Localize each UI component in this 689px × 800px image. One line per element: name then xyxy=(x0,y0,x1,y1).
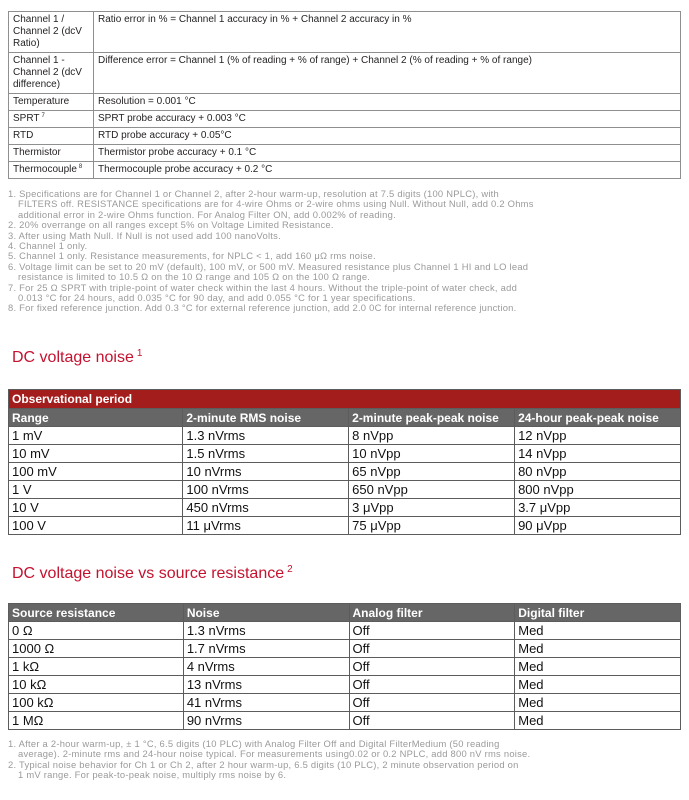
footnote-line: 3. After using Math Null. If Null is not used add 100 nanoVolts. xyxy=(8,229,281,241)
spec-label-cell xyxy=(9,111,94,128)
source-resistance-cell: Off xyxy=(349,640,515,658)
source-resistance-cell: 1.3 nVrms xyxy=(183,622,349,640)
noise-cell: 14 nVpp xyxy=(515,445,681,463)
table-row xyxy=(9,427,681,445)
source-resistance-cell: 10 kΩ xyxy=(9,676,184,694)
footnote-line: FILTERS off. RESISTANCE specifications are for 4-wire Ohms or 2-wire ohms using Null. Without Null, add 0.2 Ohms xyxy=(18,198,534,210)
spec-row xyxy=(9,94,681,111)
table-row xyxy=(9,694,681,712)
spec-row xyxy=(9,53,681,94)
dc-voltage-noise-title-footnote: 1 xyxy=(136,347,143,359)
footnote-line: 4. Channel 1 only. xyxy=(8,240,88,252)
spec-value: SPRT probe accuracy + 0.003 °C xyxy=(94,111,681,128)
source-resistance-title xyxy=(12,565,293,583)
noise-cell: 1 mV xyxy=(9,427,183,445)
spec-row xyxy=(9,128,681,145)
noise-cell: 65 nVpp xyxy=(349,463,515,481)
footnote-line: 8. For fixed reference junction. Add 0.3 °C for external reference junction, add 2.0 0C for internal reference junction. xyxy=(8,302,517,314)
footnotes-top xyxy=(8,189,678,314)
source-resistance-column-header: Analog filter xyxy=(349,604,515,622)
source-resistance-cell: Off xyxy=(349,694,515,712)
source-resistance-cell: Med xyxy=(515,658,681,676)
spec-row xyxy=(9,111,681,128)
spec-label-footnote: 7 xyxy=(41,112,45,119)
noise-cell: 90 μVpp xyxy=(515,517,681,535)
spec-value: Thermocouple probe accuracy + 0.2 °C xyxy=(94,162,681,179)
noise-cell: 100 V xyxy=(9,517,183,535)
source-resistance-cell: 90 nVrms xyxy=(183,712,349,730)
table-row xyxy=(9,658,681,676)
table-row xyxy=(9,463,681,481)
source-resistance-cell: Med xyxy=(515,640,681,658)
noise-column-header: 2-minute RMS noise xyxy=(183,409,349,427)
noise-cell: 80 nVpp xyxy=(515,463,681,481)
table-row xyxy=(9,517,681,535)
source-resistance-table-body xyxy=(9,622,681,730)
source-resistance-cell: Off xyxy=(349,712,515,730)
footnote-line: 2. 20% overrange on all ranges except 5% on Voltage Limited Resistance. xyxy=(8,219,334,231)
spec-label-cell xyxy=(9,53,94,94)
noise-cell: 800 nVpp xyxy=(515,481,681,499)
table-row xyxy=(9,640,681,658)
noise-cell: 12 nVpp xyxy=(515,427,681,445)
spec-label: Channel 1 - Channel 2 (dcV difference) xyxy=(13,55,82,90)
source-resistance-cell: Med xyxy=(515,622,681,640)
spec-row xyxy=(9,145,681,162)
source-resistance-cell: 1000 Ω xyxy=(9,640,184,658)
footnote-line: average). 2-minute rms and 24-hour noise typical. For measurements using0.02 or 0.2 NPLC, add 800 nV rms noise. xyxy=(18,748,531,760)
noise-table-header-row xyxy=(9,409,681,427)
noise-column-header: 24-hour peak-peak noise xyxy=(515,409,681,427)
spec-table-body xyxy=(9,12,681,179)
spec-row xyxy=(9,12,681,53)
dc-voltage-noise-title xyxy=(12,349,142,367)
table-row xyxy=(9,481,681,499)
spec-label-cell xyxy=(9,94,94,111)
noise-cell: 1.5 nVrms xyxy=(183,445,349,463)
table-row xyxy=(9,622,681,640)
footnote-line: 7. For 25 Ω SPRT with triple-point of water check within the last 4 hours. Without the triple-point of water check, add xyxy=(8,281,518,293)
noise-cell: 1.3 nVrms xyxy=(183,427,349,445)
noise-cell: 1 V xyxy=(9,481,183,499)
source-resistance-cell: 1.7 nVrms xyxy=(183,640,349,658)
noise-cell: 8 nVpp xyxy=(349,427,515,445)
source-resistance-table xyxy=(8,603,681,730)
source-resistance-cell: Off xyxy=(349,676,515,694)
footnote-line: 1. After a 2-hour warm-up, ± 1 °C, 6.5 digits (10 PLC) with Analog Filter Off and Digital FilterMedium (50 reading xyxy=(8,738,500,749)
spec-label-footnote: 8 xyxy=(78,163,83,170)
footnote-line: 2. Typical noise behavior for Ch 1 or Ch 2, after 2 hour warm-up, 6.5 digits (10 PLC), 2 minute observation period on xyxy=(8,758,519,770)
noise-cell: 11 μVrms xyxy=(183,517,349,535)
footnotes-bottom xyxy=(8,739,678,781)
footnote-line: 1 mV range. For peak-to-peak noise, multiply rms noise by 6. xyxy=(18,769,287,781)
spec-label-cell xyxy=(9,12,94,53)
noise-cell: 10 mV xyxy=(9,445,183,463)
source-resistance-header-row xyxy=(9,604,681,622)
dc-voltage-noise-table xyxy=(8,389,681,535)
footnote-line: 0.013 °C for 24 hours, add 0.035 °C for 90 day, and add 0.055 °C for 1 year specifications. xyxy=(18,292,416,304)
observational-period-row xyxy=(9,390,681,409)
spec-label: Thermocouple xyxy=(13,164,77,175)
spec-label: RTD xyxy=(13,130,34,141)
noise-cell: 10 nVrms xyxy=(183,463,349,481)
spec-label: Channel 1 / Channel 2 (dcV Ratio) xyxy=(13,14,82,49)
noise-cell: 3 μVpp xyxy=(349,499,515,517)
source-resistance-title-footnote: 2 xyxy=(287,563,293,575)
source-resistance-cell: 100 kΩ xyxy=(9,694,184,712)
dc-voltage-noise-title-text: DC voltage noise xyxy=(12,349,134,366)
spec-label-cell xyxy=(9,128,94,145)
source-resistance-cell: Off xyxy=(349,658,515,676)
spec-value: Difference error = Channel 1 (% of reading + % of range) + Channel 2 (% of reading + % of range) xyxy=(94,53,681,94)
table-row xyxy=(9,499,681,517)
spec-label-cell xyxy=(9,162,94,179)
footnote-line: 6. Voltage limit can be set to 20 mV (default), 100 mV, or 500 mV. Measured resistance plus Channel 1 HI and LO lead xyxy=(8,260,529,272)
spec-table xyxy=(8,11,681,179)
source-resistance-cell: 13 nVrms xyxy=(183,676,349,694)
spec-label: SPRT xyxy=(13,113,40,124)
spec-label-cell xyxy=(9,145,94,162)
source-resistance-cell: 4 nVrms xyxy=(183,658,349,676)
spec-label: Temperature xyxy=(13,96,70,107)
noise-cell: 100 mV xyxy=(9,463,183,481)
source-resistance-cell: Med xyxy=(515,676,681,694)
noise-column-header: 2-minute peak-peak noise xyxy=(349,409,515,427)
source-resistance-cell: Med xyxy=(515,694,681,712)
noise-cell: 75 μVpp xyxy=(349,517,515,535)
spec-row xyxy=(9,162,681,179)
noise-table-body xyxy=(9,427,681,535)
noise-cell: 650 nVpp xyxy=(349,481,515,499)
noise-cell: 3.7 μVpp xyxy=(515,499,681,517)
source-resistance-cell: 1 kΩ xyxy=(9,658,184,676)
table-row xyxy=(9,676,681,694)
noise-cell: 450 nVrms xyxy=(183,499,349,517)
source-resistance-column-header: Noise xyxy=(183,604,349,622)
spec-value: Thermistor probe accuracy + 0.1 °C xyxy=(94,145,681,162)
spec-value: Ratio error in % = Channel 1 accuracy in % + Channel 2 accuracy in % xyxy=(94,12,681,53)
observational-period-header: Observational period xyxy=(9,390,681,409)
noise-cell: 10 V xyxy=(9,499,183,517)
source-resistance-column-header: Source resistance xyxy=(9,604,184,622)
source-resistance-cell: 41 nVrms xyxy=(183,694,349,712)
noise-cell: 10 nVpp xyxy=(349,445,515,463)
table-row xyxy=(9,712,681,730)
source-resistance-cell: Off xyxy=(349,622,515,640)
spec-value: Resolution = 0.001 °C xyxy=(94,94,681,111)
footnote-line: 5. Channel 1 only. Resistance measurements, for NPLC < 1, add 160 μΩ rms noise. xyxy=(8,250,376,262)
source-resistance-cell: 0 Ω xyxy=(9,622,184,640)
table-row xyxy=(9,445,681,463)
source-resistance-title-text: DC voltage noise vs source resistance xyxy=(12,565,285,582)
spec-label: Thermistor xyxy=(13,147,61,158)
footnote-line: resistance is limited to 10.5 Ω on the 10 Ω range and 105 Ω on the 100 Ω range. xyxy=(18,271,371,283)
noise-column-header: Range xyxy=(9,409,183,427)
source-resistance-cell: 1 MΩ xyxy=(9,712,184,730)
source-resistance-cell: Med xyxy=(515,712,681,730)
noise-cell: 100 nVrms xyxy=(183,481,349,499)
footnote-line: 1. Specifications are for Channel 1 or Channel 2, after 2-hour warm-up, resolution at 7.5 digits (100 NPLC), with xyxy=(8,188,499,199)
footnote-line: additional error in 2-wire Ohms function. For Analog Filter ON, add 0.002% of reading. xyxy=(18,208,396,220)
spec-value: RTD probe accuracy + 0.05°C xyxy=(94,128,681,145)
source-resistance-column-header: Digital filter xyxy=(515,604,681,622)
